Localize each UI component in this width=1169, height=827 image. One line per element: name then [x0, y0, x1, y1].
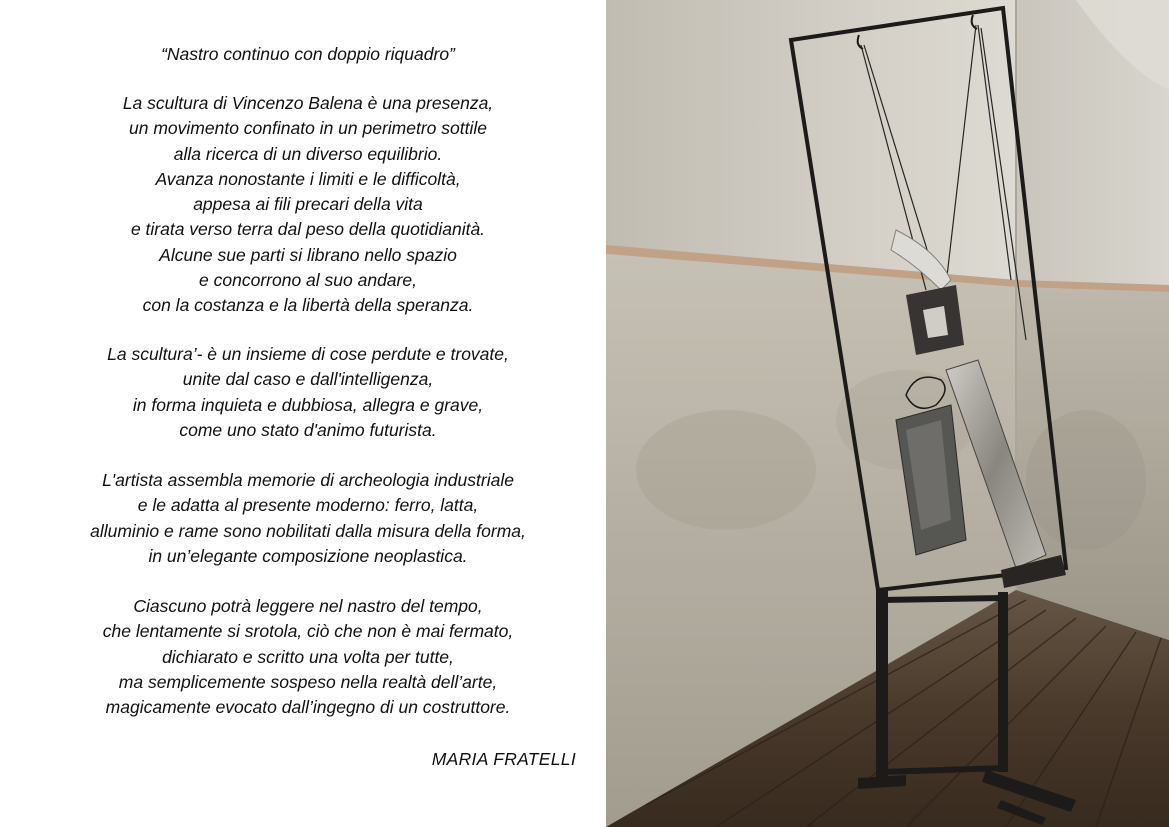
author-signature: MARIA FRATELLI — [431, 749, 576, 769]
poem-line: e le adatta al presente moderno: ferro, latta, — [137, 495, 479, 516]
poem-line: Avanza nonostante i limiti e le difficoltà, — [155, 168, 461, 189]
poem-line: come uno stato d'animo futurista. — [179, 419, 437, 440]
poem-line: magicamente evocato dall’ingegno di un costruttore. — [105, 697, 511, 718]
poem-line: dichiarato e scritto una volta per tutte, — [162, 646, 454, 667]
poem-line: La scultura’- è un insieme di cose perdute e trovate, — [107, 344, 509, 364]
stanza-4 — [10, 594, 606, 720]
poem-line: Ciascuno potrà leggere nel nastro del tempo, — [133, 596, 483, 616]
sculpture-photo — [606, 0, 1169, 827]
stanza-3 — [10, 468, 606, 569]
poem-line: e tirata verso terra dal peso della quotidianità. — [130, 219, 486, 240]
poem-line: L'artista assembla memorie di archeologia industriale — [102, 470, 514, 490]
sculpture-photo-drawing — [606, 0, 1169, 827]
poem-line: e concorrono al suo andare, — [199, 270, 417, 291]
poem-line: che lentamente si srotola, ciò che non è mai fermato, — [102, 621, 514, 642]
poem-line: in un’elegante composizione neoplastica. — [148, 545, 468, 566]
poem-line: unite dal caso e dall'intelligenza, — [182, 369, 434, 390]
poem-line: alla ricerca di un diverso equilibrio. — [173, 143, 443, 164]
poem-line: Alcune sue parti si librano nello spazio — [159, 244, 457, 265]
poem-line: La scultura di Vincenzo Balena è una presenza, — [122, 93, 494, 113]
stanza-2 — [10, 342, 606, 443]
poem-line: ma semplicemente sospeso nella realtà dell’arte, — [118, 671, 498, 692]
poem-line: un movimento confinato in un perimetro sottile — [129, 118, 487, 139]
stanza-1 — [10, 91, 606, 319]
poem-line: alluminio e rame sono nobilitati dalla misura della forma, — [90, 520, 526, 541]
poem-line: con la costanza e la libertà della speranza. — [142, 295, 474, 316]
poem-line: in forma inquieta e dubbiosa, allegra e grave, — [132, 394, 484, 415]
poem-line: appesa ai fili precari della vita — [193, 194, 423, 215]
poem-title: “Nastro continuo con doppio riquadro” — [161, 44, 455, 64]
